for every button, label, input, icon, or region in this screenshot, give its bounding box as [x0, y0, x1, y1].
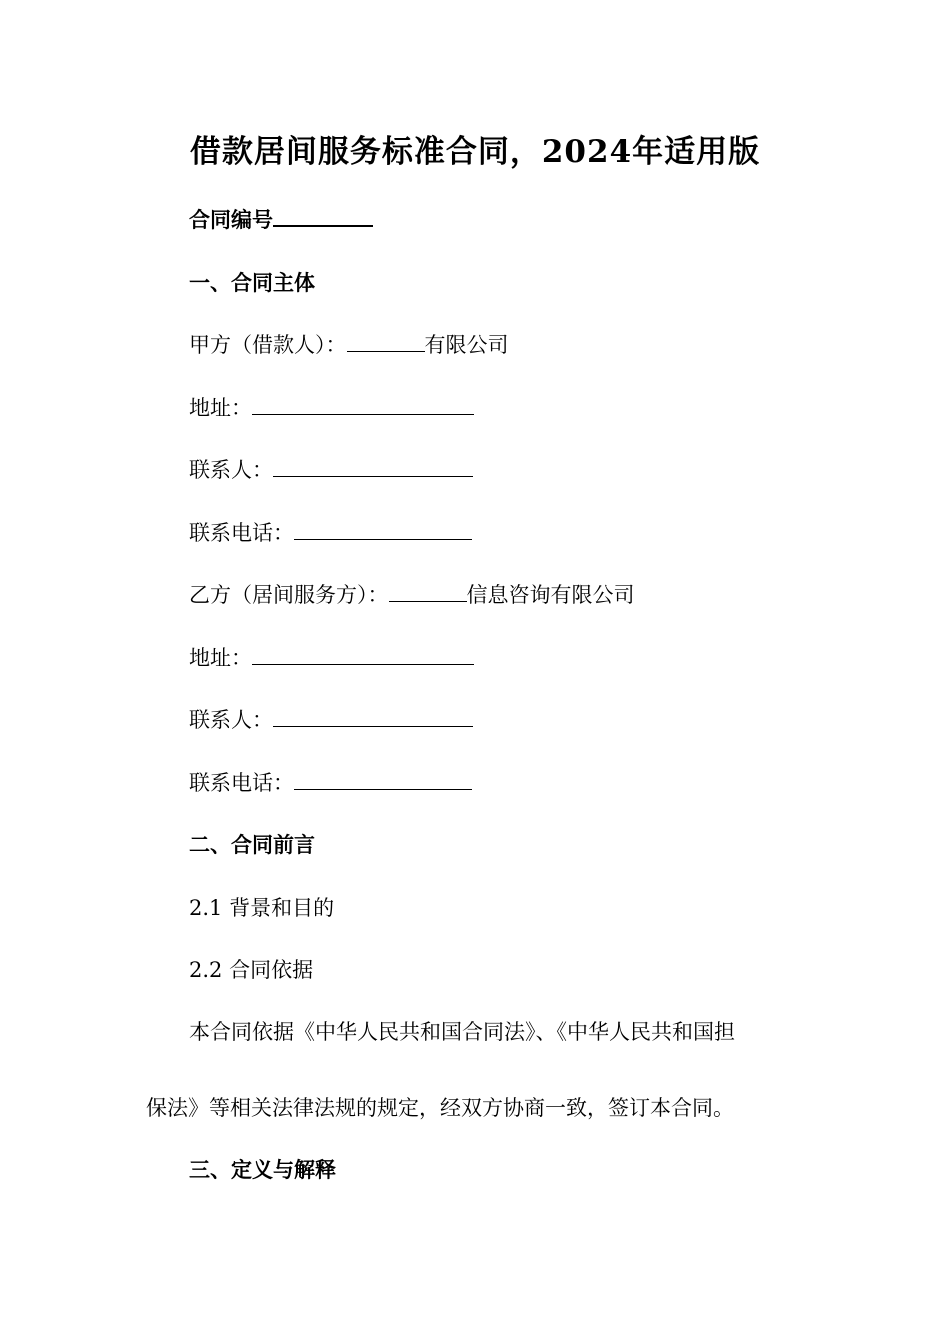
- item-2-1: 2.1 背景和目的: [189, 896, 335, 920]
- party-b-contact-label: 联系人：: [189, 708, 273, 732]
- party-b-line: [189, 580, 635, 610]
- party-a-contact-label: 联系人：: [189, 458, 273, 482]
- basis-paragraph-line-1: 本合同依据《中华人民共和国合同法》、《中华人民共和国担: [189, 1020, 735, 1044]
- basis-paragraph-line-2: 保法》等相关法律法规的规定，经双方协商一致，签订本合同。: [146, 1096, 734, 1120]
- party-b-contact-line: [189, 705, 473, 735]
- party-b-contact-blank[interactable]: [273, 706, 473, 727]
- party-a-address-blank[interactable]: [252, 394, 474, 415]
- party-b-phone-label: 联系电话：: [189, 771, 294, 795]
- party-b-name-blank[interactable]: [389, 581, 467, 602]
- party-a-address-label: 地址：: [189, 396, 252, 420]
- contract-number-line: [189, 205, 373, 235]
- party-a-contact-blank[interactable]: [273, 456, 473, 477]
- party-b-suffix: 信息咨询有限公司: [466, 583, 635, 607]
- party-b-address-blank[interactable]: [252, 644, 474, 665]
- party-a-contact-line: [189, 455, 473, 485]
- contract-number-label: 合同编号: [189, 207, 273, 232]
- party-a-phone-blank[interactable]: [294, 519, 472, 540]
- party-b-phone-line: [189, 768, 472, 798]
- section-1-heading: 一、合同主体: [189, 270, 315, 295]
- party-a-suffix: 有限公司: [424, 333, 509, 357]
- party-a-name-blank[interactable]: [347, 331, 425, 352]
- section-3-heading: 三、定义与解释: [189, 1157, 336, 1182]
- section-2-heading: 二、合同前言: [189, 832, 315, 857]
- party-a-phone-label: 联系电话：: [189, 521, 294, 545]
- document-title: 借款居间服务标准合同，2024年适用版: [189, 134, 761, 170]
- party-a-address-line: [189, 393, 474, 423]
- party-b-phone-blank[interactable]: [294, 769, 472, 790]
- party-a-label: 甲方（借款人）：: [189, 333, 347, 357]
- party-b-address-label: 地址：: [189, 646, 252, 670]
- party-a-phone-line: [189, 518, 472, 548]
- item-2-2: 2.2 合同依据: [189, 958, 314, 982]
- party-b-label: 乙方（居间服务方）：: [189, 583, 389, 607]
- contract-number-blank[interactable]: [273, 205, 373, 227]
- party-a-line: [189, 330, 509, 360]
- party-b-address-line: [189, 643, 474, 673]
